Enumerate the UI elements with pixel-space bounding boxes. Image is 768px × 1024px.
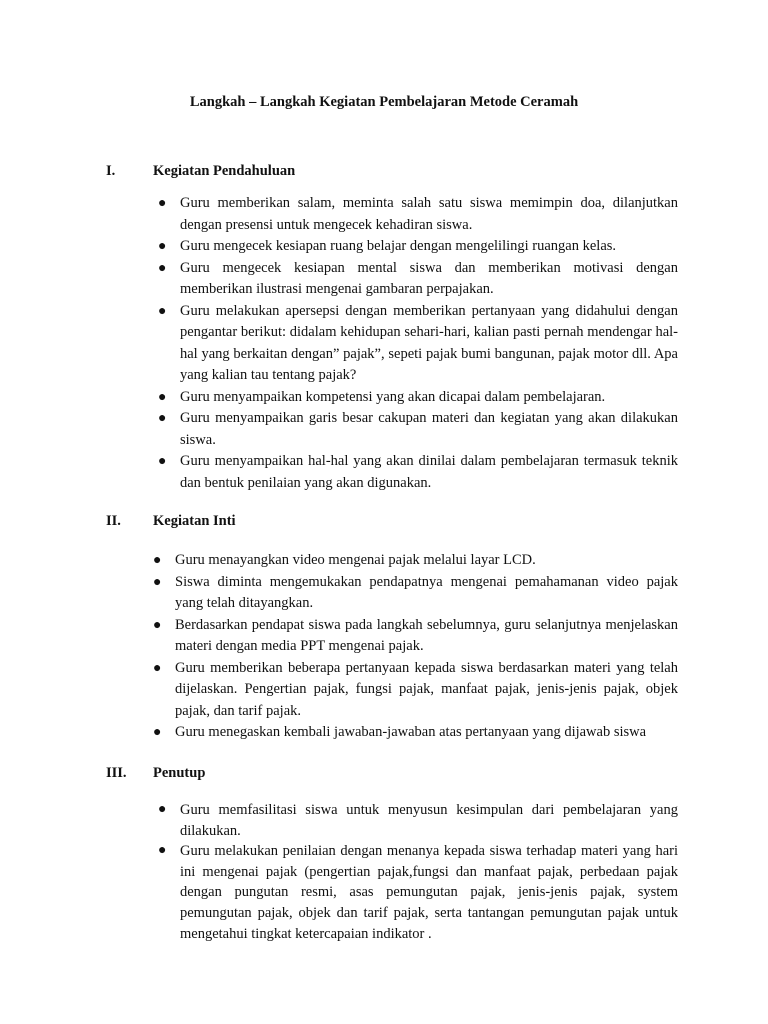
section-number: II. <box>106 513 121 529</box>
list-item-text: Guru memberikan salam, meminta salah satu siswa memimpin doa, dilanjutkan dengan presensi untuk mengecek kehadiran siswa. <box>180 195 678 233</box>
bullet-icon: ● <box>153 574 162 590</box>
bullet-icon: ● <box>158 239 167 254</box>
bullet-icon: ● <box>153 725 162 740</box>
list-item-text: Guru menyampaikan garis besar cakupan materi dan kegiatan yang akan dilakukan siswa. <box>180 410 678 448</box>
section-list-pendahuluan <box>158 193 678 494</box>
list-item-text: Guru menyampaikan hal-hal yang akan dinilai dalam pembelajaran termasuk teknik dan bentuk penilaian yang akan digunakan. <box>180 453 678 491</box>
section-heading-penutup <box>106 763 205 783</box>
bullet-icon: ● <box>153 617 162 633</box>
list-item <box>158 301 678 387</box>
section-heading-pendahuluan <box>106 161 295 181</box>
list-item <box>158 800 678 841</box>
document-title: Langkah – Langkah Kegiatan Pembelajaran Metode Ceramah <box>189 94 579 110</box>
list-item-text: Guru mengecek kesiapan ruang belajar dengan mengelilingi ruangan kelas. <box>180 238 617 254</box>
bullet-icon: ● <box>158 454 167 469</box>
section-number: III. <box>106 765 127 781</box>
section-list-inti <box>153 550 678 744</box>
list-item <box>153 722 678 744</box>
bullet-icon: ● <box>158 260 167 276</box>
list-item-text: Guru melakukan penilaian dengan menanya kepada siswa terhadap materi yang hari ini mengenai pajak (pengertian pajak,fungsi dan manfaat pajak, perbedaan pajak dengan pungutan resmi, asas pemungutan pajak, jenis-jenis pajak, system pemungutan pajak, objek dan tarif pajak, serta tantangan pemungutan pajak untuk mengetahui tingkat ketercapaian indikator . <box>180 843 678 942</box>
list-item-text: Guru menegaskan kembali jawaban-jawaban atas pertanyaan yang dijawab siswa <box>175 724 647 740</box>
list-item <box>153 550 678 572</box>
section-title: Kegiatan Inti <box>153 513 236 529</box>
list-item-text: Siswa diminta mengemukakan pendapatnya mengenai pemahamanan video pajak yang telah ditayangkan. <box>175 573 678 611</box>
list-item <box>153 572 678 615</box>
list-item-text: Guru memberikan beberapa pertanyaan kepada siswa berdasarkan materi yang telah dijelaskan. Pengertian pajak, fungsi pajak, manfaat pajak, jenis-jenis pajak, objek pajak, dan tarif pajak. <box>175 659 678 719</box>
list-item <box>158 841 678 944</box>
bullet-icon: ● <box>158 411 167 426</box>
list-item-text: Berdasarkan pendapat siswa pada langkah sebelumnya, guru selanjutnya menjelaskan materi dengan media PPT mengenai pajak. <box>175 616 678 654</box>
list-item-text: Guru menyampaikan kompetensi yang akan dicapai dalam pembelajaran. <box>180 388 606 405</box>
list-item <box>158 258 678 301</box>
list-item-text: Guru memfasilitasi siswa untuk menyusun kesimpulan dari pembelajaran yang dilakukan. <box>180 802 678 839</box>
bullet-icon: ● <box>158 389 167 405</box>
bullet-icon: ● <box>153 553 162 568</box>
list-item <box>158 193 678 236</box>
list-item-text: Guru melakukan apersepsi dengan memberikan pertanyaan yang didahului dengan pengantar berikut: didalam kehidupan sehari-hari, kalian pasti pernah mendengar hal-hal yang berkaitan dengan” pajak”, sepeti pajak bumi bangunan, pajak motor dll. Apa yang kalian tau tentang pajak? <box>180 302 678 383</box>
list-item <box>158 387 678 409</box>
list-item-text: Guru menayangkan video mengenai pajak melalui layar LCD. <box>175 552 536 568</box>
list-item-text: Guru mengecek kesiapan mental siswa dan memberikan motivasi dengan memberikan ilustrasi mengenai gambaran perpajakan. <box>180 259 678 297</box>
bullet-icon: ● <box>158 843 167 859</box>
section-title: Penutup <box>153 765 206 781</box>
list-item <box>158 236 678 258</box>
section-number: I. <box>106 163 116 179</box>
bullet-icon: ● <box>158 802 167 817</box>
section-heading-inti <box>106 511 236 531</box>
bullet-icon: ● <box>158 196 167 211</box>
bullet-icon: ● <box>158 303 167 319</box>
section-list-penutup <box>158 800 678 944</box>
list-item <box>158 408 678 451</box>
list-item <box>153 615 678 658</box>
section-title: Kegiatan Pendahuluan <box>153 163 296 179</box>
list-item <box>153 658 678 723</box>
bullet-icon: ● <box>153 660 162 676</box>
list-item <box>158 451 678 494</box>
